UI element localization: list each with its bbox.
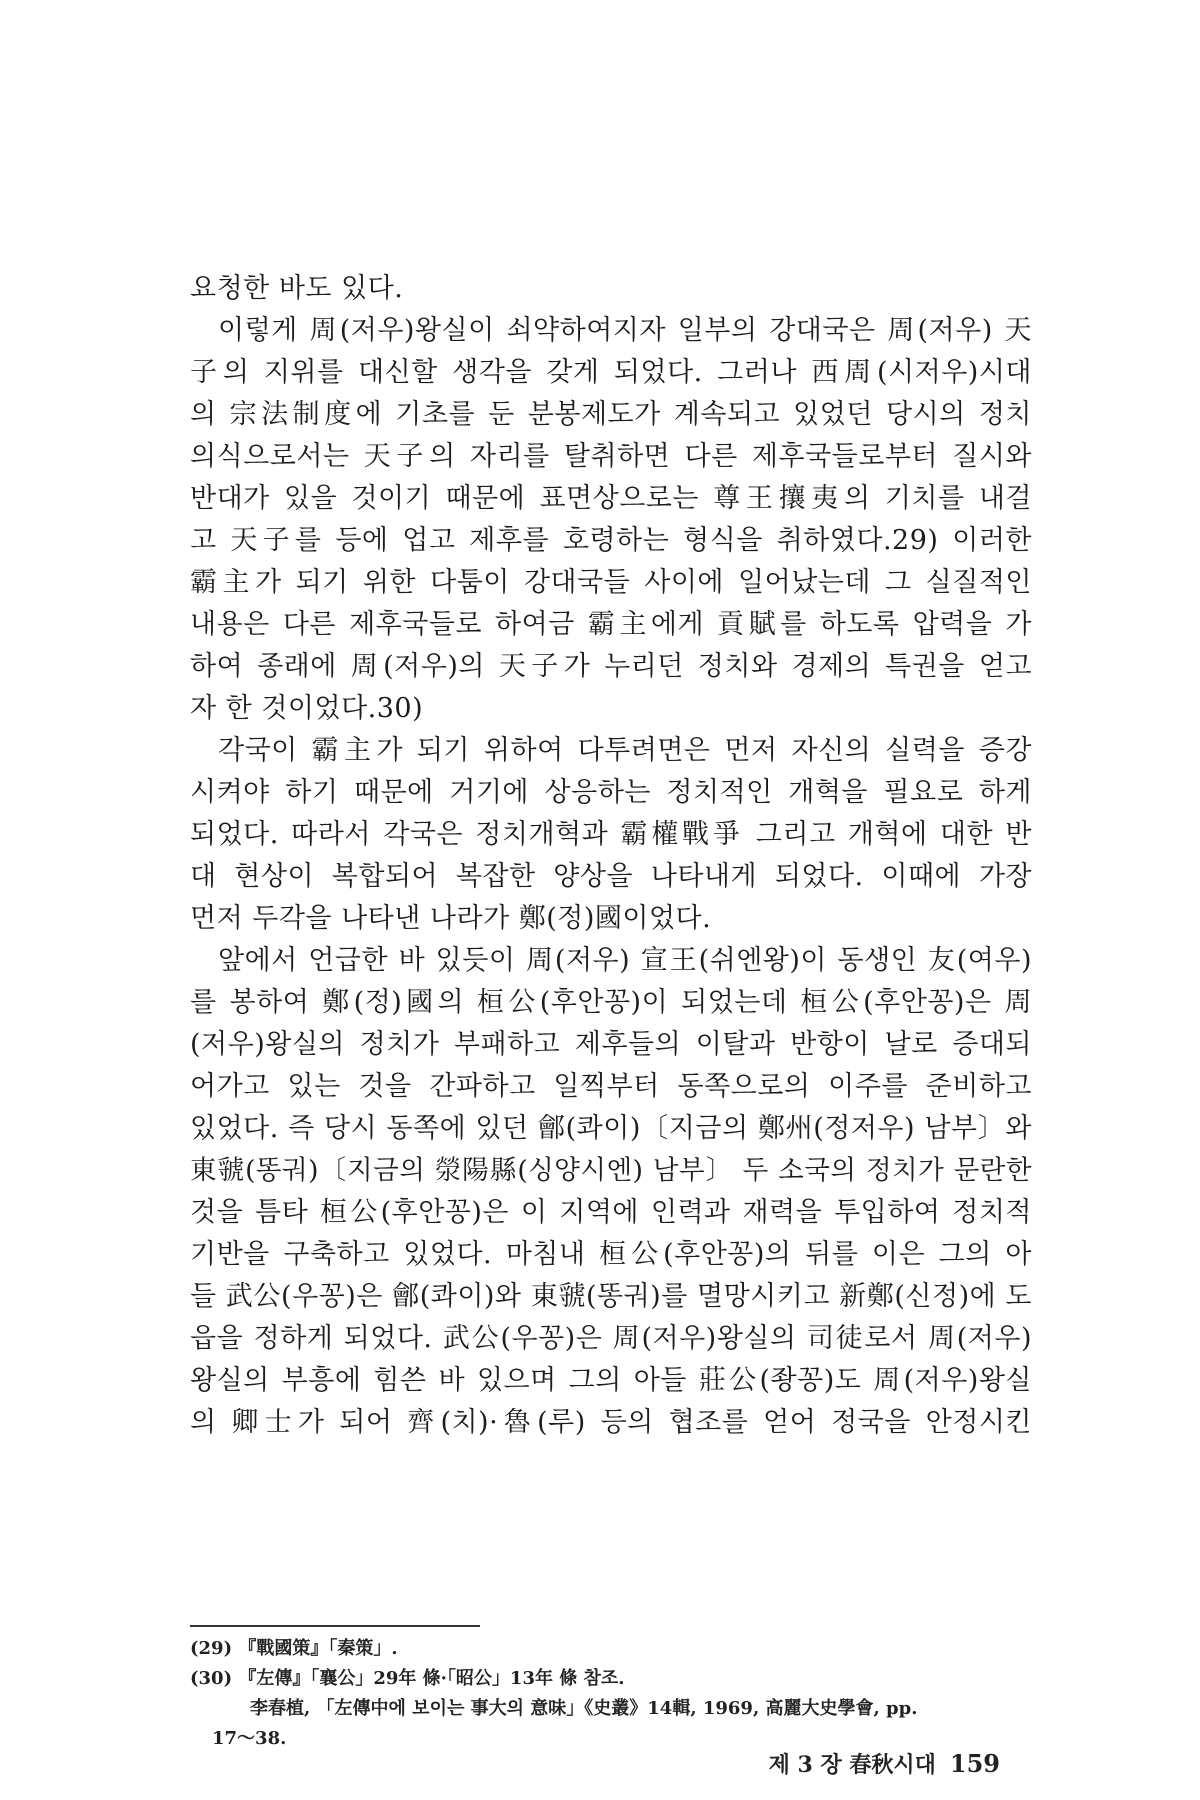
text-line-6: 반대가 있을 것이기 때문에 표면상으로는 尊王攘夷의 기치를 내걸 xyxy=(190,483,1032,514)
text-line-24: 기반을 구축하고 있었다. 마침내 桓公(후안꽁)의 뒤를 이은 그의 아 xyxy=(190,1239,1032,1270)
footnote-30: (30) 『左傳』「襄公」29年 條·「昭公」13年 條 참조. xyxy=(190,1668,625,1689)
text-line-27: 왕실의 부흥에 힘쓴 바 있으며 그의 아들 莊公(좡꽁)도 周(저우)왕실 xyxy=(190,1365,1032,1396)
text-line-8: 霸主가 되기 위한 다툼이 강대국들 사이에 일어났는데 그 실질적인 xyxy=(190,567,1032,598)
text-line-11: 자 한 것이었다.30) xyxy=(190,693,424,724)
text-line-19: (저우)왕실의 정치가 부패하고 제후들의 이탈과 반항이 날로 증대되 xyxy=(190,1029,1032,1060)
footnote-30-continued: 李春植, 「左傳中에 보이는 事大의 意味」《史叢》14輯, 1969, 高麗大史學會, pp. xyxy=(250,1698,918,1719)
text-line-5: 의식으로서는 天子의 자리를 탈취하면 다른 제후국들로부터 질시와 xyxy=(190,441,1032,472)
text-line-21: 있었다. 즉 당시 동쪽에 있던 鄶(콰이)〔지금의 鄭州(정저우) 남부〕와 xyxy=(190,1113,1032,1144)
text-line-7: 고 天子를 등에 업고 제후를 호령하는 형식을 취하였다.29) 이러한 xyxy=(190,525,1032,556)
page-number: 159 xyxy=(949,1749,1000,1778)
text-line-15: 대 현상이 복합되어 복잡한 양상을 나타내게 되었다. 이때에 가장 xyxy=(190,861,1032,892)
text-line-22: 東虢(똥궈)〔지금의 滎陽縣(싱양시엔) 남부〕 두 소국의 정치가 문란한 xyxy=(190,1155,1032,1186)
text-line-9: 내용은 다른 제후국들로 하여금 霸主에게 貢賦를 하도록 압력을 가 xyxy=(190,609,1032,640)
text-line-28: 의 卿士가 되어 齊(치)·魯(루) 등의 협조를 얻어 정국을 안정시킨 xyxy=(190,1407,1032,1438)
text-line-25: 들 武公(우꽁)은 鄶(콰이)와 東虢(똥궈)를 멸망시키고 新鄭(신정)에 도 xyxy=(190,1281,1032,1312)
text-line-3: 子의 지위를 대신할 생각을 갖게 되었다. 그러나 西周(시저우)시대 xyxy=(190,357,1032,388)
text-line-1: 요청한 바도 있다. xyxy=(190,273,404,304)
text-line-20: 어가고 있는 것을 간파하고 일찍부터 동쪽으로의 이주를 준비하고 xyxy=(190,1071,1032,1102)
text-line-12: 각국이 霸主가 되기 위하여 다투려면은 먼저 자신의 실력을 증강 xyxy=(218,735,1032,766)
footnote-divider xyxy=(190,1625,480,1627)
text-line-23: 것을 틈타 桓公(후안꽁)은 이 지역에 인력과 재력을 투입하여 정치적 xyxy=(190,1197,1032,1228)
main-text xyxy=(190,268,1032,1444)
chapter-title: 제 3 장 春秋시대 xyxy=(768,1752,936,1778)
footnote-29: (29) 『戰國策』「秦策」. xyxy=(190,1638,398,1659)
text-line-26: 읍을 정하게 되었다. 武公(우꽁)은 周(저우)왕실의 司徒로서 周(저우) xyxy=(190,1323,1032,1354)
text-line-18: 를 봉하여 鄭(정)國의 桓公(후안꽁)이 되었는데 桓公(후안꽁)은 周 xyxy=(190,987,1032,1018)
text-line-10: 하여 종래에 周(저우)의 天子가 누리던 정치와 경제의 특권을 얻고 xyxy=(190,651,1032,682)
text-line-16: 먼저 두각을 나타낸 나라가 鄭(정)國이었다. xyxy=(190,903,712,934)
running-footer xyxy=(0,1748,1000,1779)
footnotes xyxy=(190,1634,1032,1754)
text-line-14: 되었다. 따라서 각국은 정치개혁과 霸權戰爭 그리고 개혁에 대한 반 xyxy=(190,819,1032,850)
footnote-30-pages: 17～38. xyxy=(212,1728,287,1749)
text-line-4: 의 宗法制度에 기초를 둔 분봉제도가 계속되고 있었던 당시의 정치 xyxy=(190,399,1032,430)
text-line-13: 시켜야 하기 때문에 거기에 상응하는 정치적인 개혁을 필요로 하게 xyxy=(190,777,1032,808)
text-line-2: 이렇게 周(저우)왕실이 쇠약하여지자 일부의 강대국은 周(저우) 天 xyxy=(218,315,1032,346)
text-line-17: 앞에서 언급한 바 있듯이 周(저우) 宣王(쉬엔왕)이 동생인 友(여우) xyxy=(218,945,1032,976)
